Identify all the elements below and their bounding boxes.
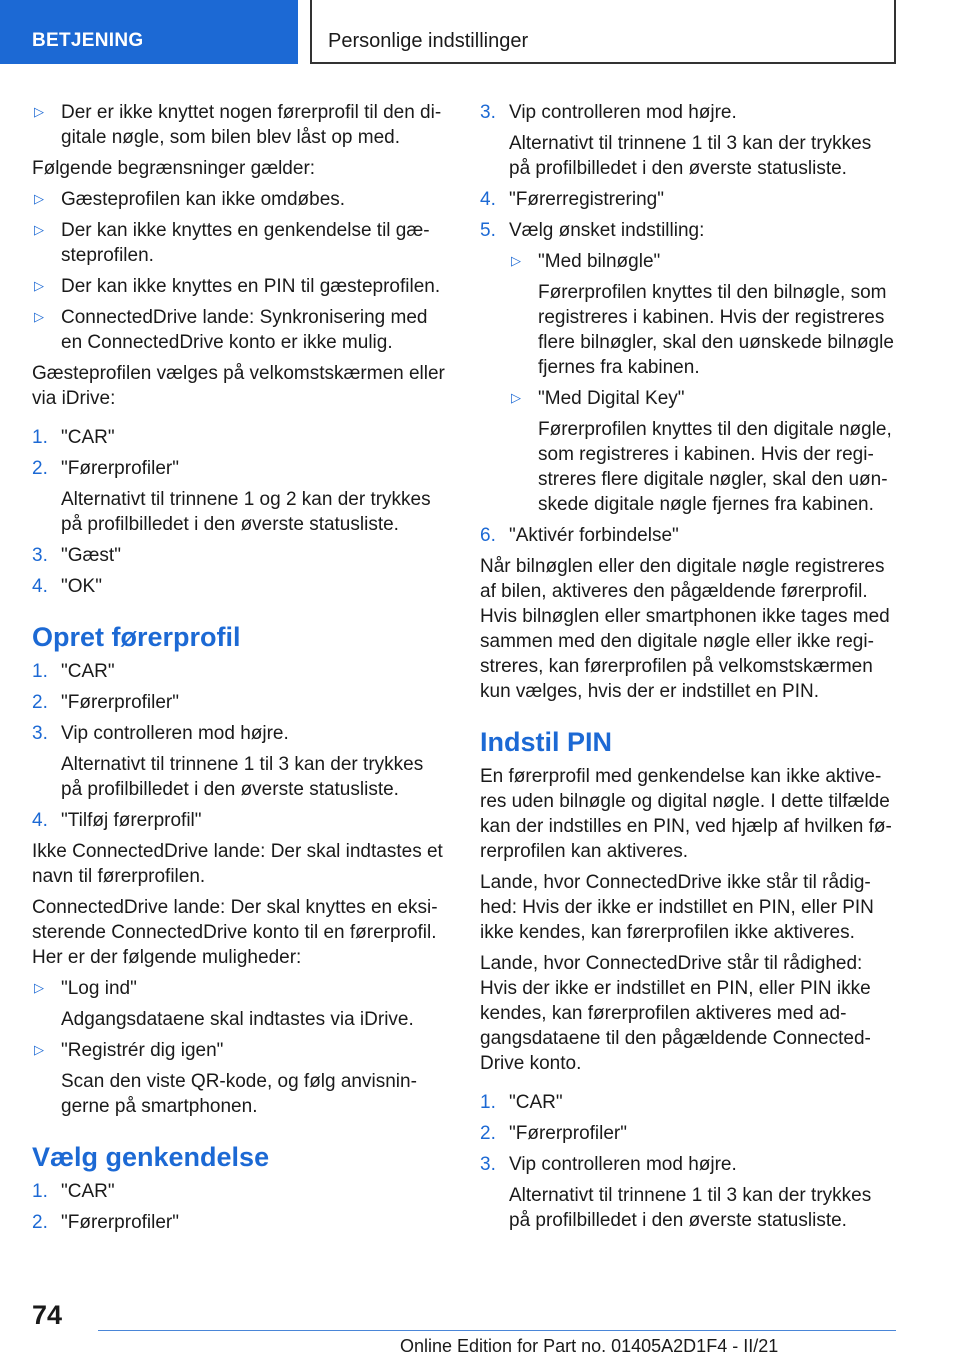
bullet-item: ▷ ConnectedDrive lande: Synkronisering med en ConnectedDrive konto er ikke mulig. (34, 307, 428, 353)
nested-bullets (480, 249, 896, 517)
triangle-bullet-icon: ▷ (34, 1042, 44, 1057)
list-item: 3. Vip controlleren mod højre. Alternativt til trinnene 1 til 3 kan der trykkes på profilbilledet i den øverste statusliste. (32, 723, 424, 800)
paragraph: ConnectedDrive lande: Der skal knyttes en eksi- sterende ConnectedDrive konto til en førerprofil. Her er der følgende muligheder: (32, 897, 438, 968)
list-item: 1. "CAR" (32, 427, 115, 448)
numbered-list (32, 425, 450, 599)
page-number: 74 (32, 1300, 63, 1330)
triangle-bullet-icon: ▷ (34, 222, 44, 237)
list-item: 6. "Aktivér forbindelse" (480, 525, 679, 546)
bullet-item: ▷ Der er ikke knyttet nogen førerprofil til den di- gitale nøgle, som bilen blev låst op med. (34, 102, 442, 148)
heading-select-recognition: Vælg genkendelse (32, 1142, 270, 1172)
footer-edition: Online Edition for Part no. 01405A2D1F4 - II/21 (400, 1336, 779, 1356)
list-item: 1. "CAR" (480, 1092, 563, 1113)
left-column (32, 100, 450, 1241)
bullet-item: ▷ Der kan ikke knyttes en genkendelse til gæ- steprofilen. (34, 220, 430, 266)
bullet-item: ▷ "Med bilnøgle" Førerprofilen knyttes til den bilnøgle, som registreres i kabinen. Hvis der registreres flere bilnøgler, skal den uønskede bilnøgle fjernes fra kabinen. (511, 251, 894, 378)
section-title: BETJENING (32, 30, 144, 51)
triangle-bullet-icon: ▷ (34, 104, 44, 119)
numbered-list (480, 1090, 896, 1233)
list-item: 4. "OK" (32, 576, 102, 597)
list-item: 2. "Førerprofiler" (32, 1212, 179, 1233)
right-column (480, 100, 896, 1239)
paragraph: Lande, hvor ConnectedDrive står til rådighed: Hvis der ikke er indstillet en PIN, eller PIN ikke kendes, kan førerprofilen aktiveres med ad- gangsdataene til den pågældende Connected- Drive konto. (480, 953, 871, 1074)
bullet-item: ▷ "Registrér dig igen" Scan den viste QR-kode, og følg anvisnin- gerne på smartphonen. (34, 1040, 417, 1117)
bullet-item: ▷ "Med Digital Key" Førerprofilen knyttes til den digitale nøgle, som registreres i kabinen. Hvis der regi- streres flere digitale nøgler, skal den uøn- skede digitale nøgle fjernes fra kabinen. (511, 388, 892, 515)
triangle-bullet-icon: ▷ (34, 278, 44, 293)
list-item: 4. "Førerregistrering" (480, 189, 664, 210)
bullet-item: ▷ "Log ind" Adgangsdataene skal indtastes via iDrive. (34, 978, 414, 1030)
list-item: 3. Vip controlleren mod højre. Alternativt til trinnene 1 til 3 kan der trykkes på profilbilledet i den øverste statusliste. (480, 1154, 872, 1231)
triangle-bullet-icon: ▷ (34, 980, 44, 995)
triangle-bullet-icon: ▷ (34, 191, 44, 206)
list-item: 3. Vip controlleren mod højre. Alternativt til trinnene 1 til 3 kan der trykkes på profilbilledet i den øverste statusliste. (480, 102, 872, 179)
list-item: 1. "CAR" (32, 1181, 115, 1202)
chapter-title: Personlige indstillinger (328, 30, 529, 52)
bullet-item: ▷ Der kan ikke knyttes en PIN til gæsteprofilen. (34, 276, 441, 297)
list-item: 2. "Førerprofiler" (32, 692, 179, 713)
triangle-bullet-icon: ▷ (511, 253, 521, 268)
triangle-bullet-icon: ▷ (511, 390, 521, 405)
paragraph: Ikke ConnectedDrive lande: Der skal indtastes et navn til førerprofilen. (32, 841, 443, 887)
heading-create-profile: Opret førerprofil (32, 622, 241, 652)
footer-divider (98, 1330, 896, 1331)
triangle-bullet-icon: ▷ (34, 309, 44, 324)
bullet-item: ▷ Gæsteprofilen kan ikke omdøbes. (34, 189, 346, 210)
list-item: 2. "Førerprofiler" (480, 1123, 627, 1144)
paragraph: Gæsteprofilen vælges på velkomstskærmen eller via iDrive: (32, 363, 445, 409)
numbered-list (32, 659, 450, 833)
numbered-list (32, 1179, 450, 1235)
list-item: 4. "Tilføj førerprofil" (32, 810, 202, 831)
chapter-header (310, 0, 896, 64)
list-item: 1. "CAR" (32, 661, 115, 682)
heading-set-pin: Indstil PIN (480, 727, 613, 757)
paragraph: Når bilnøglen eller den digitale nøgle registreres af bilen, aktiveres den pågældende førerprofil. Hvis bilnøglen eller smartphonen ikke tages med sammen med den digitale nøgle eller ikke regi- streres, kan førerprofilen på velkomstskærmen kun vælges, hvis der er indstillet en PIN. (480, 556, 890, 702)
paragraph: En førerprofil med genkendelse kan ikke aktive- res uden bilnøgle og digital nøgle. I dette tilfælde kan der indstilles en PIN, ved hjælp af hvilken fø- rerprofilen kan aktiveres. (480, 766, 892, 862)
numbered-list (480, 100, 896, 243)
list-item: 3. "Gæst" (32, 545, 121, 566)
paragraph: Følgende begrænsninger gælder: (32, 158, 316, 179)
paragraph: Lande, hvor ConnectedDrive ikke står til rådig- hed: Hvis der ikke er indstillet en PIN, eller PIN ikke kendes, kan førerprofilen ikke aktiveres. (480, 872, 874, 943)
section-tab (0, 0, 298, 64)
list-item: 5. Vælg ønsket indstilling: (480, 220, 705, 241)
list-item: 2. "Førerprofiler" Alternativt til trinnene 1 og 2 kan der trykkes på profilbilledet i den øverste statusliste. (32, 458, 431, 535)
